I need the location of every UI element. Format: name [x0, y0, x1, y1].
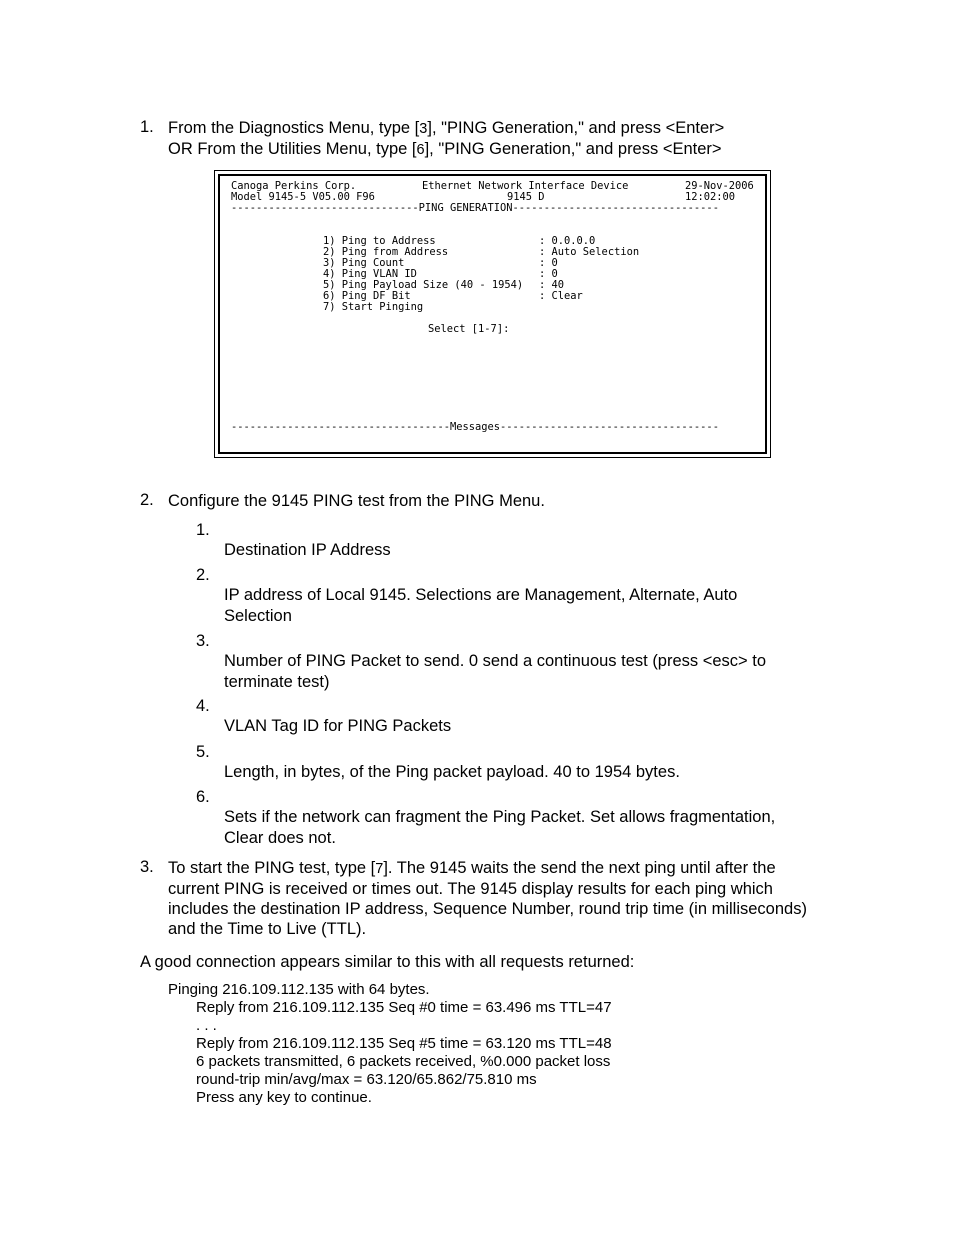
step-2-text: Configure the 9145 PING test from the PING Menu. [168, 492, 545, 510]
menu-option-3-value: : 0 [539, 257, 558, 269]
ping-reply-first: Reply from 216.109.112.135 Seq #0 time = 63.496 ms TTL=47 [196, 999, 612, 1016]
menu-option-1[interactable]: 1) Ping to Address [323, 235, 436, 247]
step-1-text [168, 118, 724, 160]
sub-item-1-number: 1. [196, 521, 210, 539]
key-7: 7 [375, 861, 384, 877]
menu-option-4-value: : 0 [539, 268, 558, 280]
sub-item-6-number: 6. [196, 788, 210, 806]
sub-item-3-description: Number of PING Packet to send. 0 send a continuous test (press <esc> to terminate test) [224, 652, 767, 691]
menu-option-5[interactable]: 5) Ping Payload Size (40 - 1954) [323, 279, 524, 291]
terminal-inner-frame [218, 174, 767, 454]
sub-item-5-number: 5. [196, 743, 210, 761]
good-connection-intro: A good connection appears similar to this with all requests returned: [140, 953, 635, 971]
terminal-screen [214, 170, 771, 458]
sub-item-5-description: Length, in bytes, of the Ping packet payload. 40 to 1954 bytes. [224, 763, 680, 781]
ping-press-key: Press any key to continue. [196, 1089, 372, 1106]
step-3-text: To start the PING test, type [7]. The 9145 waits the send the next ping until after the current PING is received or times out. The 9145 display results for each ping which includes the destination IP address, Sequence Number, round trip time (in milliseconds) and the Time to Live (TTL). [168, 859, 807, 938]
ping-reply-last: Reply from 216.109.112.135 Seq #5 time = 63.120 ms TTL=48 [196, 1035, 612, 1052]
sub-item-4-number: 4. [196, 697, 210, 715]
terminal-time: 12:02:00 [685, 191, 736, 203]
sub-item-2-number: 2. [196, 566, 210, 584]
step-1-number: 1. [140, 118, 154, 136]
ping-round-trip: round-trip min/avg/max = 63.120/65.862/75.810 ms [196, 1071, 537, 1088]
terminal-company: Canoga Perkins Corp. [231, 180, 357, 192]
terminal-unit: 9145 D [507, 191, 545, 203]
step-1-line-1: From the Diagnostics Menu, type [3], "PING Generation," and press <Enter> [168, 119, 725, 137]
sub-item-4-description: VLAN Tag ID for PING Packets [224, 717, 452, 735]
menu-option-1-value: : 0.0.0.0 [539, 235, 596, 247]
menu-option-6-value: : Clear [539, 290, 583, 302]
menu-option-2[interactable]: 2) Ping from Address [323, 246, 449, 258]
menu-option-6[interactable]: 6) Ping DF Bit [323, 290, 411, 302]
step-3-number: 3. [140, 858, 154, 876]
key-3: 3 [419, 121, 428, 137]
sub-item-3-number: 3. [196, 632, 210, 650]
sub-item-2-description: IP address of Local 9145. Selections are Management, Alternate, Auto Selection [224, 586, 738, 625]
sub-item-6-description: Sets if the network can fragment the Ping Packet. Set allows fragmentation, Clear does not. [224, 808, 776, 847]
terminal-model: Model 9145-5 V05.00 F96 [231, 191, 375, 203]
menu-option-3[interactable]: 3) Ping Count [323, 257, 405, 269]
ping-statistics: 6 packets transmitted, 6 packets received, %0.000 packet loss [196, 1053, 611, 1070]
key-6: 6 [416, 142, 425, 158]
step-2-number: 2. [140, 491, 154, 509]
menu-option-5-value: : 40 [539, 279, 565, 291]
ping-ellipsis: . . . [196, 1017, 217, 1034]
terminal-select-prompt[interactable]: Select [1-7]: [428, 323, 510, 335]
terminal-messages-header: -----------------------------------Messages----------------------------------- [231, 421, 719, 433]
menu-option-7[interactable]: 7) Start Pinging [323, 301, 424, 313]
ping-output-header: Pinging 216.109.112.135 with 64 bytes. [168, 981, 430, 998]
terminal-device: Ethernet Network Interface Device [422, 180, 629, 192]
sub-item-1-description: Destination IP Address [224, 541, 391, 559]
menu-option-4[interactable]: 4) Ping VLAN ID [323, 268, 417, 280]
step-1-line-2: OR From the Utilities Menu, type [6], "PING Generation," and press <Enter> [168, 140, 722, 158]
terminal-date: 29-Nov-2006 [685, 180, 754, 192]
terminal-menu-header: ------------------------------PING GENERATION--------------------------------- [231, 202, 719, 214]
ping-output-lines [196, 999, 612, 1107]
step-3-line-1: To start the PING test, type [7]. The 9145 waits the send the next ping until after the [168, 859, 776, 877]
menu-option-2-value: : Auto Selection [539, 246, 640, 258]
